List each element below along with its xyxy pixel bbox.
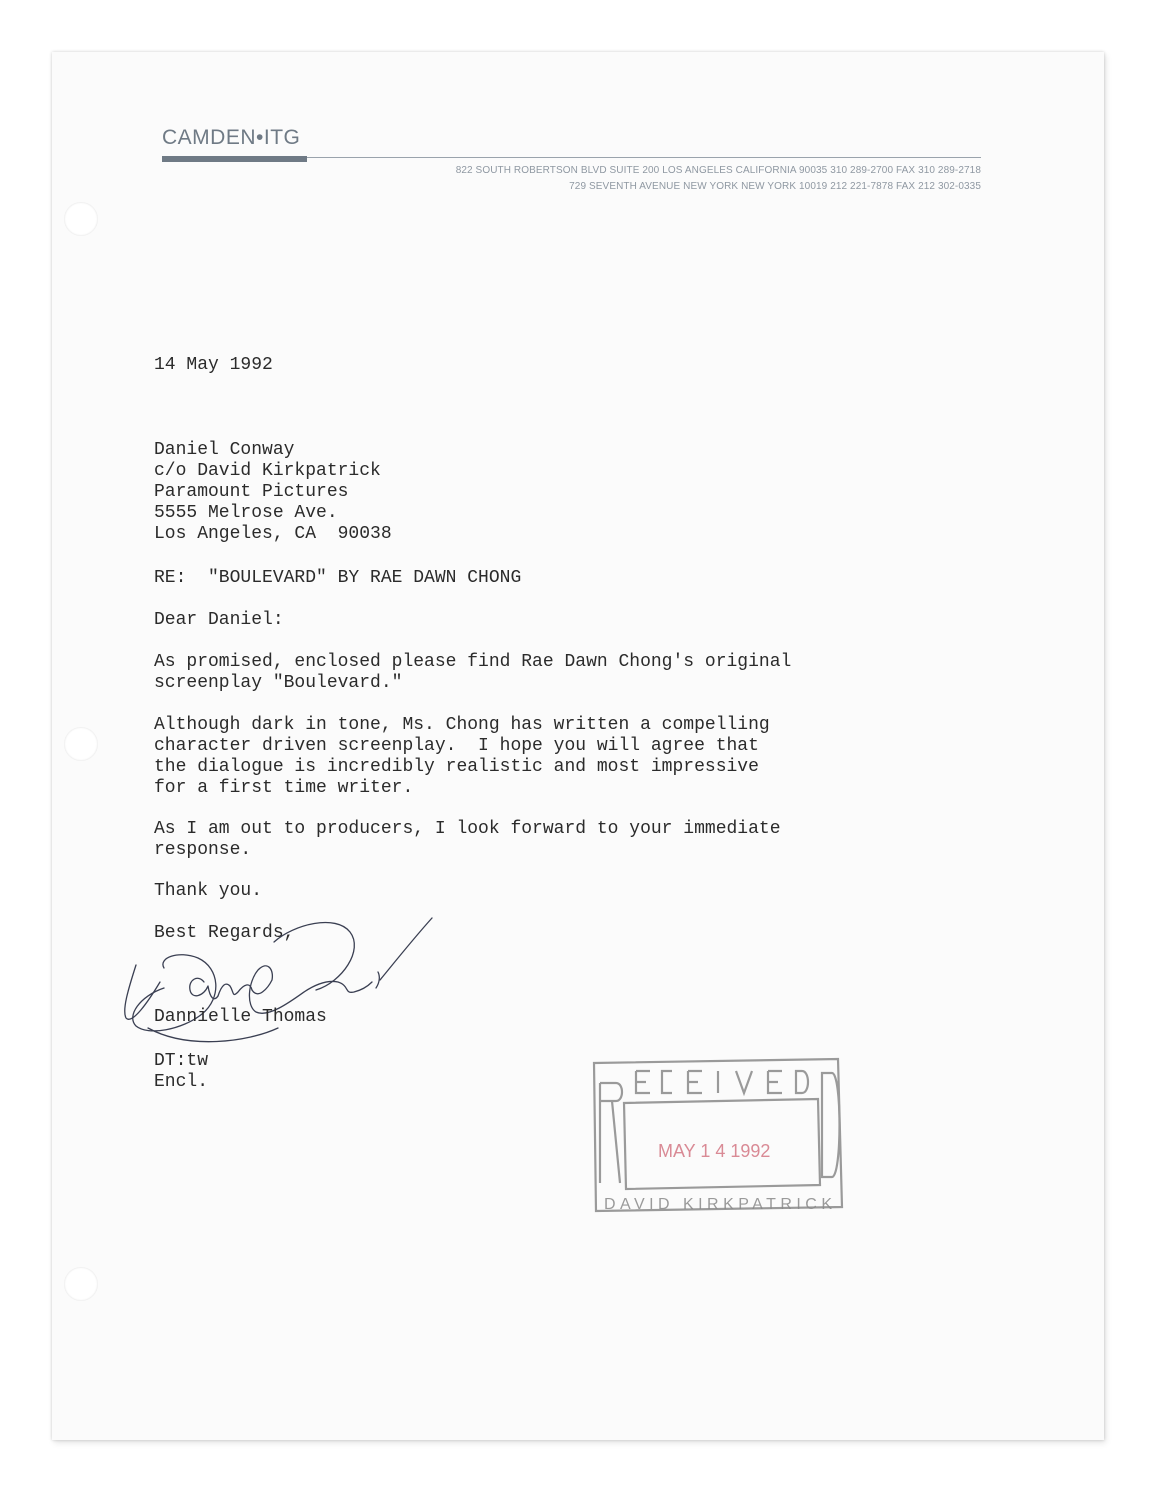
letterhead-rule bbox=[307, 157, 981, 158]
address-los-angeles: 822 SOUTH ROBERTSON BLVD SUITE 200 LOS ANGELES CALIFORNIA 90035 310 289-2700 FAX 310 289-2718 bbox=[455, 165, 981, 176]
recipient-line: Daniel Conway bbox=[154, 440, 295, 460]
recipient-line: c/o David Kirkpatrick bbox=[154, 461, 381, 481]
punch-hole bbox=[64, 1267, 98, 1301]
enclosure-note: Encl. bbox=[154, 1072, 209, 1092]
letter-page bbox=[52, 52, 1104, 1440]
punch-hole bbox=[64, 202, 98, 236]
recipient-line: 5555 Melrose Ave. bbox=[154, 503, 338, 523]
recipient-line: Paramount Pictures bbox=[154, 482, 349, 502]
received-by: DAVID KIRKPATRICK bbox=[604, 1196, 832, 1213]
re-line: RE: "BOULEVARD" BY RAE DAWN CHONG bbox=[154, 568, 522, 588]
body-paragraph: As I am out to producers, I look forward to your immediate response. bbox=[154, 819, 781, 860]
recipient-line: Los Angeles, CA 90038 bbox=[154, 524, 392, 544]
letter-date: 14 May 1992 bbox=[154, 355, 273, 375]
handwritten-signature bbox=[118, 910, 448, 1060]
typist-initials: DT:tw bbox=[154, 1051, 209, 1071]
received-date: MAY 1 4 1992 bbox=[658, 1141, 771, 1161]
body-paragraph: Although dark in tone, Ms. Chong has written a compelling character driven screenplay. I hope you will agree that the dialogue is incredibly realistic and most impressive for a first time writer. bbox=[154, 715, 770, 798]
body-paragraph: As promised, enclosed please find Rae Dawn Chong's original screenplay "Boulevard." bbox=[154, 652, 792, 693]
logo-bar bbox=[162, 156, 307, 162]
thanks-line: Thank you. bbox=[154, 881, 263, 901]
salutation: Dear Daniel: bbox=[154, 610, 284, 630]
company-logo: CAMDEN•ITG bbox=[162, 126, 301, 149]
signer-name: Dannielle Thomas bbox=[154, 1007, 327, 1027]
received-stamp bbox=[590, 1057, 845, 1217]
closing-line: Best Regards, bbox=[154, 923, 295, 943]
address-new-york: 729 SEVENTH AVENUE NEW YORK NEW YORK 10019 212 221-7878 FAX 212 302-0335 bbox=[569, 181, 981, 192]
punch-hole bbox=[64, 727, 98, 761]
